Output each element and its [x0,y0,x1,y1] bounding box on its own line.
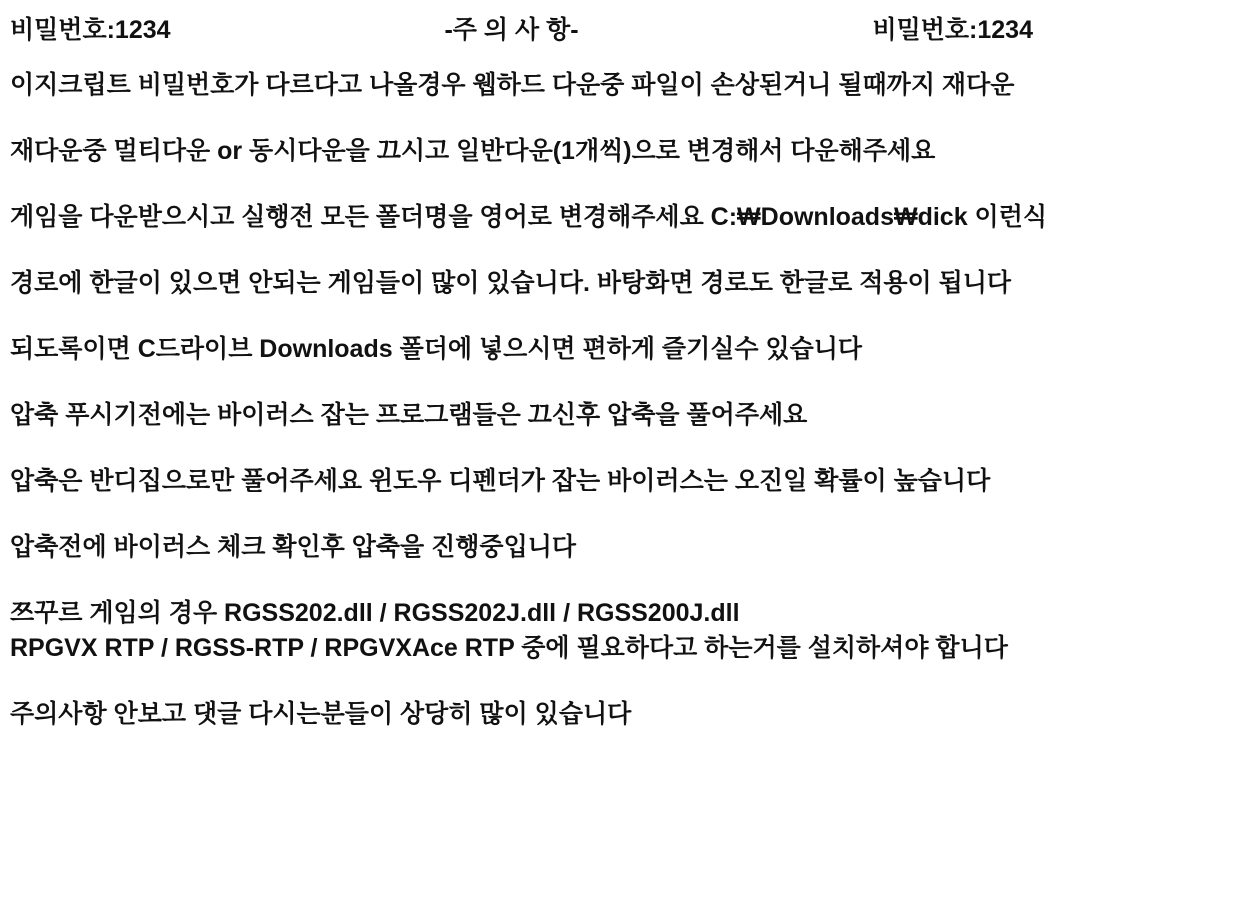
page-title: -주 의 사 항- [444,16,579,44]
notice-line: RPGVX RTP / RGSS-RTP / RPGVXAce RTP 중에 필요하다고 하는거를 설치하셔야 합니다 [10,634,1008,662]
notice-line: 경로에 한글이 있으면 안되는 게임들이 많이 있습니다. 바탕화면 경로도 한글로 적용이 됩니다 [10,269,1012,297]
notice-line: 압축은 반디집으로만 풀어주세요 윈도우 디펜더가 잡는 바이러스는 오진일 확률이 높습니다 [10,467,991,495]
password-left-label: 비밀번호:1234 [10,16,171,44]
notice-line: 재다운중 멀티다운 or 동시다운을 끄시고 일반다운(1개씩)으로 변경해서 다운해주세요 [10,137,936,165]
notice-line: 게임을 다운받으시고 실행전 모든 폴더명을 영어로 변경해주세요 C:₩Downloads₩dick 이런식 [10,203,1048,231]
notice-line: 압축 푸시기전에는 바이러스 잡는 프로그램들은 끄신후 압축을 풀어주세요 [10,401,808,429]
notice-line: 쯔꾸르 게임의 경우 RGSS202.dll / RGSS202J.dll / RGSS200J.dll [10,599,740,627]
notice-body [10,70,1238,730]
notice-line: 주의사항 안보고 댓글 다시는분들이 상당히 많이 있습니다 [10,700,632,728]
document-header [10,14,1238,46]
notice-line: 압축전에 바이러스 체크 확인후 압축을 진행중입니다 [10,533,577,561]
notice-line: 이지크립트 비밀번호가 다르다고 나올경우 웹하드 다운중 파일이 손상된거니 될때까지 재다운 [10,71,1015,99]
password-right-label: 비밀번호:1234 [872,16,1033,44]
notice-line: 되도록이면 C드라이브 Downloads 폴더에 넣으시면 편하게 즐기실수 있습니다 [10,335,863,363]
